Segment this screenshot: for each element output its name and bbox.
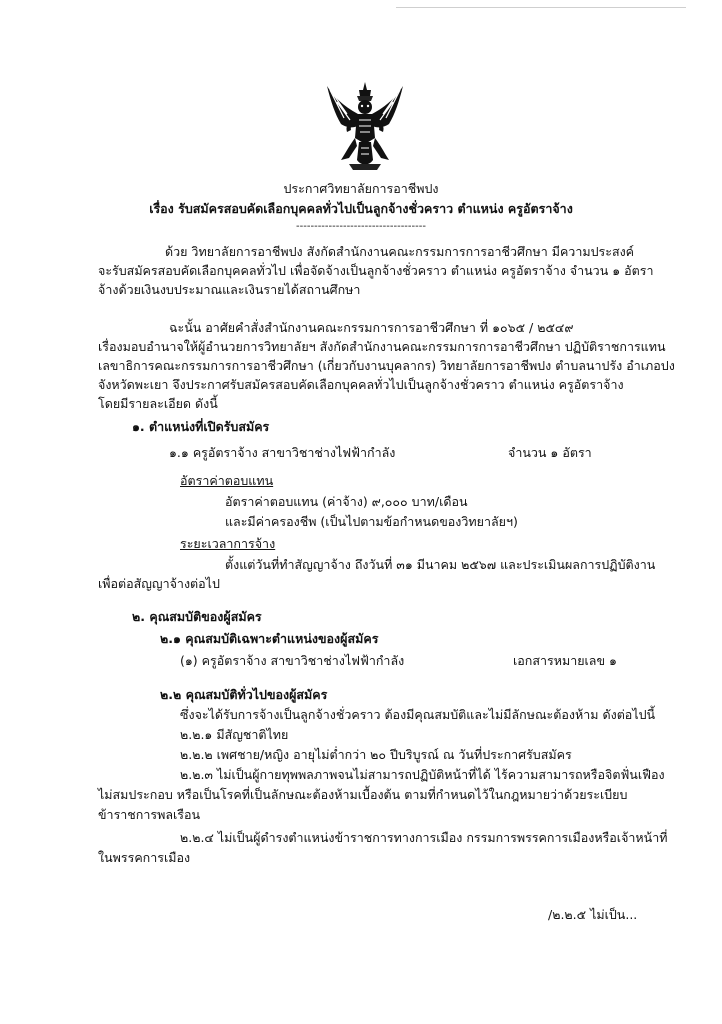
intro-line-3: จ้างด้วยเงินงบประมาณและเงินรายได้สถานศึกษา [98,282,361,297]
position-item: ๑.๑ ครูอัตราจ้าง สาขาวิชาช่างไฟฟ้ากำลัง [169,445,396,460]
position-count: จำนวน ๑ อัตรา [508,445,592,460]
authority-line-1: ฉะนั้น อาศัยคำสั่งสำนักงานคณะกรรมการการอาชีวศึกษา ที่ ๑๐๖๕ / ๒๕๔๙ [169,320,574,335]
authority-line-3: เลขาธิการคณะกรรมการการอาชีวศึกษา (เกี่ยวกับงานบุคลากร) วิทยาลัยการอาชีพปง ตำบลนาปรัง อำเภอปง [98,358,675,373]
subject-line: เรื่อง รับสมัครสอบคัดเลือกบุคคลทั่วไปเป็นลูกจ้างชั่วคราว ตำแหน่ง ครูอัตราจ้าง [149,201,573,216]
term-heading: ระยะเวลาการจ้าง [180,536,276,551]
pay-line-2: และมีค่าครองชีพ (เป็นไปตามข้อกำหนดของวิทยาลัยฯ) [225,514,518,529]
qualification-2-2-2: ๒.๒.๒ เพศชาย/หญิง อายุไม่ต่ำกว่า ๒๐ ปีบริบูรณ์ ณ วันที่ประกาศรับสมัคร [180,747,572,762]
page-continuation: /๒.๒.๕ ไม่เป็น... [548,907,638,922]
garuda-emblem-icon [323,80,407,172]
pay-line-1: อัตราค่าตอบแทน (ค่าจ้าง) ๙,๐๐๐ บาท/เดือน [225,494,468,509]
authority-line-4: จังหวัดพะเยา จึงประกาศรับสมัครสอบคัดเลือกบุคคลทั่วไปเป็นลูกจ้างชั่วคราว ตำแหน่ง ครูอัตราจ้าง [98,377,624,392]
page-title: ประกาศวิทยาลัยการอาชีพปง [283,181,439,196]
intro-line-1: ด้วย วิทยาลัยการอาชีพปง สังกัดสำนักงานคณะกรรมการการอาชีวศึกษา มีความประสงค์ [165,244,635,259]
document-reference: เอกสารหมายเลข ๑ [513,653,617,668]
qualification-2-2-3-line-2: ไม่สมประกอบ หรือเป็นโรคที่เป็นลักษณะต้องห้ามเบื้องต้น ตามที่กำหนดไว้ในกฎหมายว่าด้วยระเบียบ [98,787,628,802]
section-1-heading: ๑. ตำแหน่งที่เปิดรับสมัคร [132,419,270,434]
qualification-2-2-3-line-1: ๒.๒.๓ ไม่เป็นผู้กายทุพพลภาพจนไม่สามารถปฏิบัติหน้าที่ได้ ไร้ความสามารถหรือจิตฟั่นเฟือง [180,767,665,782]
term-line-2: เพื่อต่อสัญญาจ้างต่อไป [98,576,220,591]
qualification-2-2-4-line-2: ในพรรคการเมือง [98,850,191,865]
section-2-1-heading: ๒.๑ คุณสมบัติเฉพาะตำแหน่งของผู้สมัคร [160,631,379,646]
authority-line-5: โดยมีรายละเอียด ดังนี้ [98,396,218,411]
term-line-1: ตั้งแต่วันที่ทำสัญญาจ้าง ถึงวันที่ ๓๑ มีนาคม ๒๕๖๗ และประเมินผลการปฏิบัติงาน [225,557,656,572]
qualification-2-2-3-line-3: ข้าราชการพลเรือน [98,807,201,822]
authority-line-2: เรื่องมอบอำนาจให้ผู้อำนวยการวิทยาลัยฯ สังกัดสำนักงานคณะกรรมการการอาชีวศึกษา ปฏิบัติราชการแทน [98,339,666,354]
section-2-2-heading: ๒.๒ คุณสมบัติทั่วไปของผู้สมัคร [160,687,328,702]
pay-heading: อัตราค่าตอบแทน [180,473,274,488]
scan-artifact-line [396,7,686,8]
qualification-2-2-1: ๒.๒.๑ มีสัญชาติไทย [180,727,289,742]
qualification-item: (๑) ครูอัตราจ้าง สาขาวิชาช่างไฟฟ้ากำลัง [180,653,405,668]
section-2-heading: ๒. คุณสมบัติของผู้สมัคร [132,609,262,624]
title-rule: ------------------------------------ [296,221,426,232]
general-qualification-intro: ซึ่งจะได้รับการจ้างเป็นลูกจ้างชั่วคราว ต้องมีคุณสมบัติและไม่มีลักษณะต้องห้าม ดังต่อไปนี้ [180,707,656,722]
intro-line-2: จะรับสมัครสอบคัดเลือกบุคคลทั่วไป เพื่อจัดจ้างเป็นลูกจ้างชั่วคราว ตำแหน่ง ครูอัตราจ้าง จำนวน ๑ อัตรา [98,263,654,278]
qualification-2-2-4-line-1: ๒.๒.๔ ไม่เป็นผู้ดำรงตำแหน่งข้าราชการทางการเมือง กรรมการพรรคการเมืองหรือเจ้าหน้าที่ [180,830,668,845]
